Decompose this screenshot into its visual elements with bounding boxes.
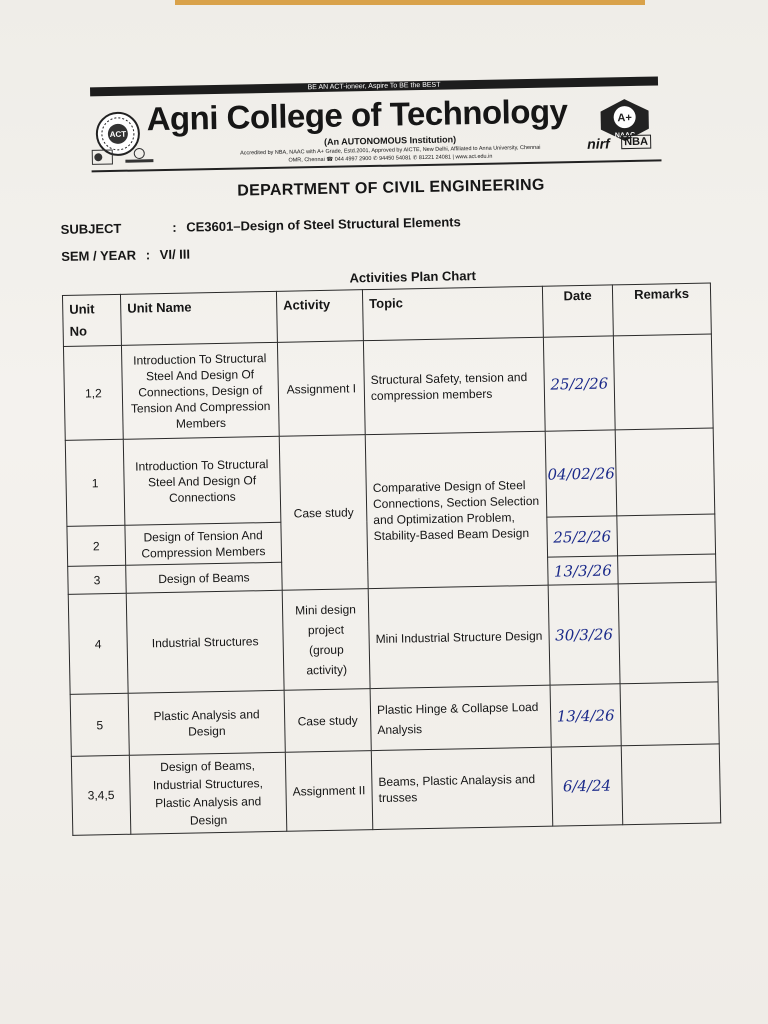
date-cell: 04/02/26	[545, 430, 617, 517]
remarks-cell	[618, 582, 718, 684]
table-row	[63, 334, 713, 440]
header-unit-no: Unit No	[62, 294, 121, 346]
remarks-cell	[620, 682, 719, 746]
contact-line: OMR, Chennai ☎ 044 4997 2900 ✆ 94450 54081 ✆ 81221 24081 | www.act.edu.in	[288, 153, 493, 164]
accreditation-line: Accredited by NBA, NAAC with A+ Grade, Estd.2001, Approved by AICTE, New Delhi, Affiliated to Anna University, Chennai	[239, 144, 541, 157]
activity-cell: Assignment I	[277, 341, 365, 437]
topic-cell: Beams, Plastic Analaysis and trusses	[371, 747, 552, 829]
unit-no-cell: 1,2	[63, 345, 123, 440]
activity-cell: Mini design project (group activity)	[282, 589, 370, 691]
topic-cell: Plastic Hinge & Collapse Load Analysis	[370, 685, 551, 750]
department-title: DEPARTMENT OF CIVIL ENGINEERING	[237, 176, 545, 200]
remarks-cell	[621, 744, 720, 825]
unit-no-cell: 4	[68, 593, 128, 694]
remarks-cell	[618, 554, 717, 584]
remarks-cell	[617, 514, 716, 556]
college-name: Agni College of Technology	[146, 92, 568, 138]
table-row	[65, 428, 715, 526]
header-topic: Topic	[362, 286, 543, 340]
date-cell: 30/3/26	[548, 584, 620, 685]
header-unit-name: Unit Name	[120, 291, 277, 345]
unit-no-cell: 1	[65, 439, 125, 526]
sem-year-label: SEM / YEAR	[61, 247, 137, 264]
table-row	[71, 744, 720, 835]
activity-cell: Case study	[284, 689, 371, 753]
unit-no-cell: 3	[68, 565, 127, 594]
chart-title: Activities Plan Chart	[349, 268, 477, 286]
activity-cell: Assignment II	[285, 751, 373, 832]
subject-sep: :	[172, 219, 177, 235]
date-cell: 13/4/26	[550, 684, 621, 747]
remarks-cell	[613, 334, 713, 430]
activity-cell: Case study	[279, 435, 368, 591]
remarks-cell	[615, 428, 715, 516]
unit-name-cell: Design of Tension And Compression Members	[125, 522, 282, 565]
unit-name-cell: Design of Beams	[126, 562, 283, 593]
header-activity: Activity	[276, 290, 363, 343]
top-color-strip	[175, 0, 645, 5]
unit-no-cell: 5	[70, 693, 129, 756]
unit-no-cell: 3,4,5	[71, 755, 131, 835]
naac-label: NAAC	[614, 131, 636, 140]
svg-text:ACT: ACT	[109, 129, 127, 140]
topic-cell: Structural Safety, tension and compression members	[363, 337, 545, 434]
date-cell: 6/4/24	[551, 746, 623, 826]
naac-grade: A+	[617, 111, 632, 125]
topic-cell: Comparative Design of Steel Connections, Section Selection and Optimization Problem, Stability-Based Beam Design	[365, 431, 548, 588]
topic-cell: Mini Industrial Structure Design	[368, 585, 550, 688]
unit-name-cell: Industrial Structures	[126, 590, 284, 693]
nirf-logo: nirf	[587, 135, 610, 152]
unit-name-cell: Introduction To Structural Steel And Design Of Connections, Design of Tension And Compression Members	[121, 342, 279, 439]
subject-value: CE3601–Design of Steel Structural Elements	[186, 214, 461, 235]
unit-no-cell: 2	[67, 525, 126, 566]
header-remarks: Remarks	[612, 283, 711, 336]
unit-name-cell: Introduction To Structural Steel And Design Of Connections	[123, 436, 281, 525]
nba-logo: NBA	[621, 135, 651, 150]
activity-plan-sheet	[58, 75, 734, 836]
unit-name-cell: Design of Beams, Industrial Structures, Plastic Analysis and Design	[129, 752, 286, 834]
header-date: Date	[542, 285, 613, 337]
tagline-bar: BE AN ACT-ioneer, Aspire To BE the BEST	[90, 76, 658, 96]
date-cell: 13/3/26	[548, 556, 619, 585]
activities-table	[62, 283, 721, 836]
sem-year-value: VI/ III	[159, 246, 191, 263]
institution-type: (An AUTONOMOUS Institution)	[323, 134, 457, 147]
date-cell: 25/2/26	[547, 516, 618, 557]
sem-year-sep: :	[145, 247, 151, 263]
subject-label: SUBJECT	[60, 220, 122, 237]
table-row	[68, 582, 718, 694]
college-letterhead	[58, 75, 722, 176]
course-meta	[60, 203, 723, 270]
unit-name-cell: Plastic Analysis and Design	[128, 690, 285, 755]
date-cell: 25/2/26	[543, 336, 615, 431]
